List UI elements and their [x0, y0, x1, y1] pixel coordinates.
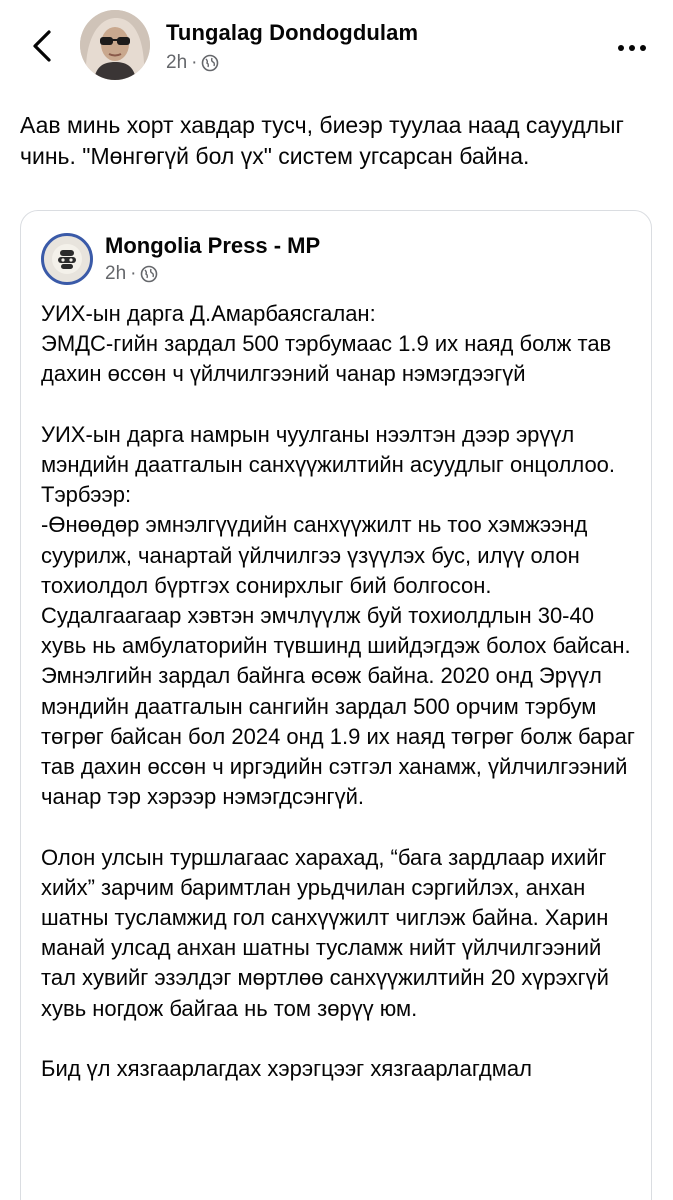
shared-meta: [105, 263, 158, 285]
shared-paragraph-quote: -Өнөөдөр эмнэлгүүдийн санхүүжилт нь тоо хэмжээнд суурилж, чанартай үйлчилгээ үзүүлэх бус, илүү олон тохиолдол бүртгэх сонирхлыг бий болгосон. Судалгаагаар хэвтэн эмчлүүлж буй тохиолдлын 30-40 хувь нь амбулаторийн түвшинд шийдэгдэж болох байсан. Эмнэлгийн зардал байнга өсөж байна. 2020 онд Эрүүл мэндийн даатгалын сангийн зардал 500 орчим тэрбум төгрөг байсан бол 2024 онд 1.9 их наяд төгрөг болж бараг тав дахин өссөн ч иргэдийн сэтгэл ханамж, үйлчилгээний чанар тэр хэрээр нэмэгдсэнгүй.: [41, 512, 635, 810]
shared-post-card[interactable]: [20, 210, 652, 1200]
post-meta: [166, 52, 219, 74]
post-header: [0, 0, 673, 100]
author-name[interactable]: Tungalag Dondogdulam: [166, 20, 419, 45]
page-name[interactable]: Mongolia Press - MP: [105, 233, 321, 258]
avatar-image: [80, 10, 150, 80]
more-dot: [640, 45, 646, 51]
more-dot: [629, 45, 635, 51]
shared-paragraph-headline: УИХ-ын дарга Д.Амарбаясгалан: ЭМДС-гийн зардал 500 тэрбумаас 1.9 их наяд болж тав дахин өссөн ч үйлчилгээний чанар нэмэгдээгүй: [41, 301, 612, 387]
shared-time[interactable]: 2h: [105, 263, 127, 284]
post-time[interactable]: 2h: [166, 52, 188, 73]
globe-icon: [140, 265, 158, 283]
globe-icon: [201, 54, 219, 72]
shared-post-body: [41, 299, 637, 1114]
page-avatar[interactable]: [41, 233, 93, 285]
back-button[interactable]: [24, 24, 60, 68]
shared-paragraph-international: Олон улсын туршлагаас харахад, “бага зардлаар ихийг хийх” зарчим баримтлан урьдчилан сэргийлэх, анхан шатны тусламжид гол санхүүжилт чиглэж байна. Харин манай улсад анхан шатны тусламж нийт үйлчилгээний тал хувийг эзэлдэг мөртлөө санхүүжилтийн 20 хүрэхгүй хувь ногдож байгаа нь том зөрүү юм.: [41, 844, 609, 1021]
more-options-button[interactable]: [608, 28, 656, 68]
author-avatar[interactable]: [80, 10, 150, 80]
shared-paragraph-intro: УИХ-ын дарга намрын чуулганы нээлтэн дээр эрүүл мэндийн даатгалын санхүүжилтийн асуудлыг онцоллоо.: [41, 421, 616, 477]
post-caption: Аав минь хорт хавдар тусч, биеэр туулаа наад сауудлыг чинь. "Мөнгөгүй бол үх" систем угсарсан байна.: [20, 112, 624, 169]
shared-paragraph-speaker: Тэрбээр:: [41, 482, 132, 508]
shared-paragraph-continued: Бид үл хязгаарлагдах хэрэгцээг хязгаарлагдмал: [41, 1056, 532, 1082]
page-logo-icon: [50, 242, 84, 276]
meta-separator: ·: [130, 263, 137, 284]
meta-separator: ·: [191, 52, 198, 73]
more-horizontal-icon: [618, 45, 624, 51]
chevron-left-icon: [31, 29, 53, 63]
